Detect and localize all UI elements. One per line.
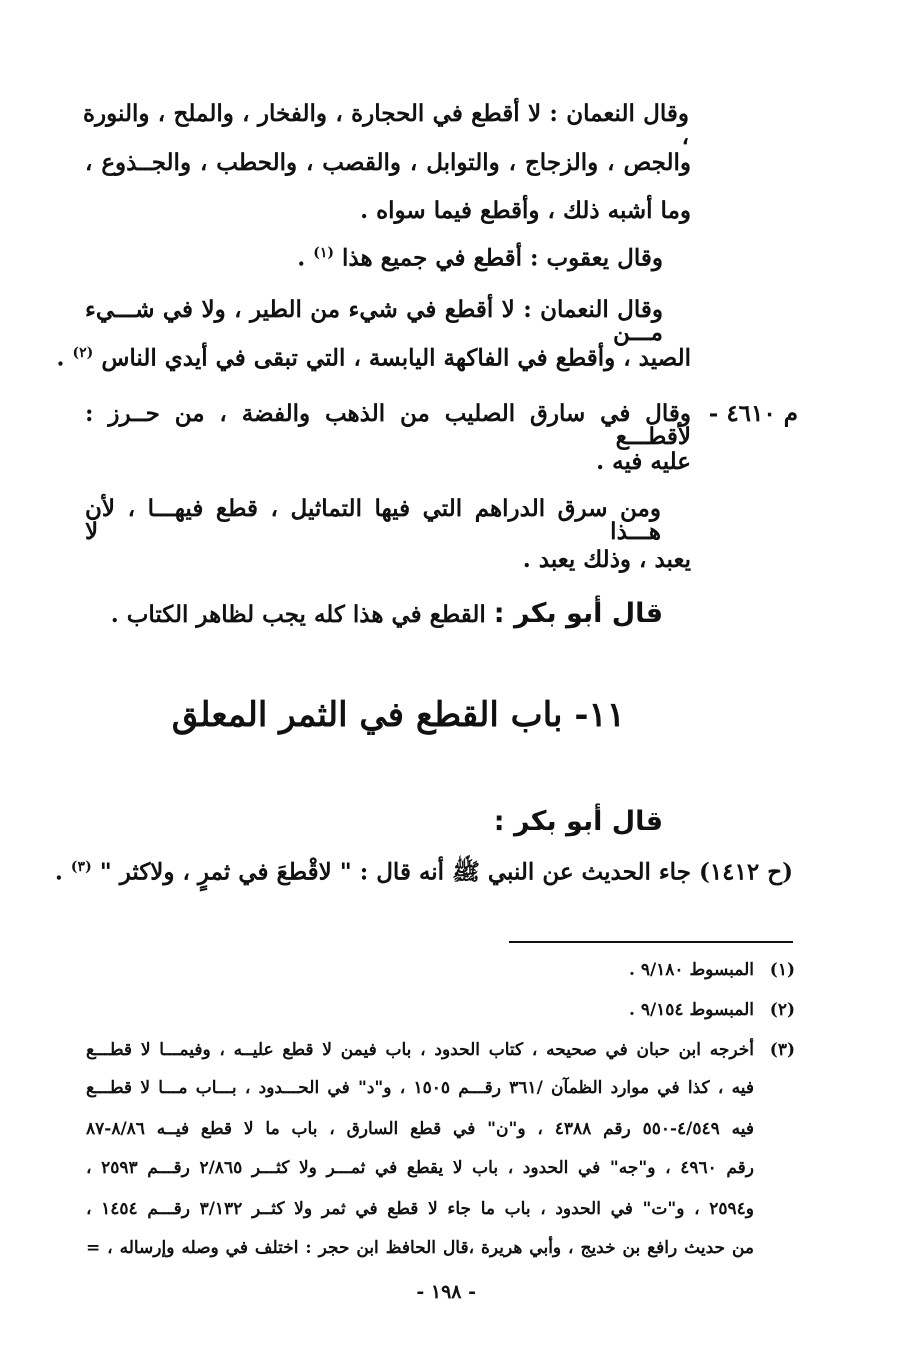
- body-line-5: وقال النعمان : لا أقطع في شيء من الطير ، ولا في شـــيء مـــن: [85, 296, 663, 346]
- body-line-10: يعبد ، وذلك يعبد .: [522, 546, 691, 573]
- footnote-3-line-3: فيه ٤/٥٤٩-٥٥٠ رقم ٤٣٨٨ ، و"ن" في قطع السارق ، باب ما لا قطع فيــه ٨/٨٦-٨٧: [86, 1119, 754, 1139]
- hadith-line: [55, 860, 793, 884]
- hadith-marker: (ح ١٤١٢): [698, 858, 793, 886]
- body-line-11-text: القطع في هذا كله يجب لظاهر الكتاب .: [110, 601, 486, 628]
- body-line-7: وقال في سارق الصليب من الذهب والفضة ، من حــرز : لأقطـــع: [85, 400, 691, 450]
- hadith-text: جاء الحديث عن النبي ﷺ أنه قال : " لاقْطعَ في ثمرٍ ، ولاكثر ": [99, 858, 691, 886]
- footnote-ref-2: (٢): [72, 345, 94, 361]
- body-line-6-text: الصيد ، وأقطع في الفاكهة اليابسة ، التي تبقى في أيدي الناس: [101, 344, 691, 372]
- body-line-8: عليه فيه .: [596, 448, 691, 475]
- body-line-11: [111, 600, 663, 627]
- issue-marker: م ٤٦١٠ -: [708, 400, 798, 427]
- footnote-number-1: (١): [769, 960, 795, 980]
- body-line-4: [297, 246, 663, 270]
- body-line-6: [56, 346, 691, 370]
- hadith-end: .: [54, 858, 63, 886]
- footnote-separator: [509, 941, 793, 943]
- page-number: - ١٩٨ -: [416, 1281, 476, 1303]
- footnote-3-line-4: رقم ٤٩٦٠ ، و"جه" في الحدود ، باب لا يقطع في ثمـــر ولا كثـــر ٢/٨٦٥ رقـــم ٢٥٩٣ ،: [86, 1158, 754, 1178]
- footnote-3-line-5: و٢٥٩٤ ، و"ت" في الحدود ، باب ما جاء لا قطع في ثمر ولا كثــر ٣/١٣٢ رقـــم ١٤٥٤ ،: [86, 1199, 754, 1219]
- footnote-ref-1: (١): [313, 245, 335, 261]
- footnote-ref-3: (٣): [70, 859, 92, 875]
- chapter-heading: ١١- باب القطع في الثمر المعلق: [171, 695, 625, 735]
- footnote-2: المبسوط ٩/١٥٤ .: [628, 1000, 754, 1020]
- body-line-9: ومن سرق الدراهم التي فيها التماثيل ، قطع فيهـــا ، لأن هـــذا لا: [85, 495, 661, 545]
- body-line-6-end: .: [56, 344, 65, 372]
- footnote-number-3: (٣): [769, 1040, 795, 1060]
- speaker-label-1: قال أبو بكر :: [493, 598, 663, 629]
- speaker-label-2: قال أبو بكر :: [493, 806, 663, 837]
- body-line-4-end: .: [297, 244, 306, 272]
- body-line-3: وما أشبه ذلك ، وأقطع فيما سواه .: [360, 197, 691, 224]
- body-line-2: والجص ، والزجاج ، والتوابل ، والقصب ، والحطب ، والجــذوع ،: [85, 149, 691, 176]
- body-line-1: وقال النعمان : لا أقطع في الحجارة ، والفخار ، والملح ، والنورة ،: [83, 100, 689, 150]
- body-line-4-text: وقال يعقوب : أقطع في جميع هذا: [342, 244, 663, 272]
- footnote-number-2: (٢): [769, 1000, 795, 1020]
- footnote-3-line-1: أخرجه ابن حبان في صحيحه ، كتاب الحدود ، باب فيمن لا قطع عليــه ، وفيمـــا لا قطـــع: [86, 1040, 754, 1060]
- footnote-1: المبسوط ٩/١٨٠ .: [628, 960, 754, 980]
- footnote-3-line-6: من حديث رافع بن خديج ، وأبي هريرة ،قال الحافظ ابن حجر : اختلف في وصله وإرساله ، =: [86, 1238, 754, 1258]
- footnote-3-line-2: فيه ، كذا في موارد الظمآن /٣٦١ رقـــم ١٥٠٥ ، و"د" في الحـــدود ، بـــاب مـــا لا قطـــع: [86, 1078, 754, 1098]
